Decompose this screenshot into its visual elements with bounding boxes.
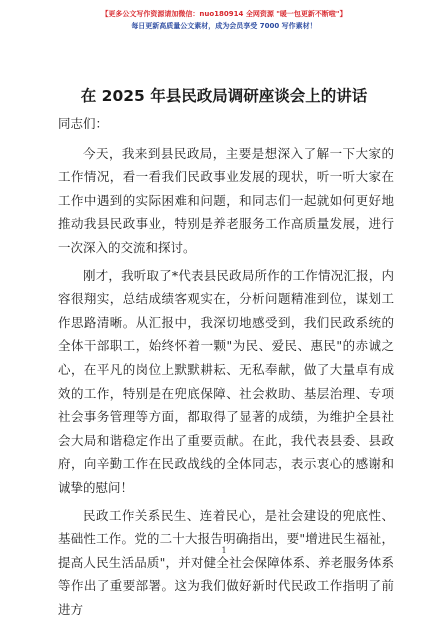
paragraph-3: 民政工作关系民生、连着民心，是社会建设的兜底性、基础性工作。党的二十大报告明确指出，要"增进民生福祉，提高人民生活品质"，并对健全社会保障体系、养老服务体系等作出了重要部署。这为我们做好新时代民政工作指明了前进方 xyxy=(58,507,394,617)
paragraph-1: 今天，我来到县民政局，主要是想深入了解一下大家的工作情况，看一看我们民政事业发展的现状，听一听大家在工作中遇到的实际困难和问题，和同志们一起就如何更好地推动我县民政事业，特别是养老服务工作高质量发展，进行一次深入的交流和探讨。 xyxy=(58,145,394,255)
page-number: 1 xyxy=(221,546,227,555)
promo-header xyxy=(0,8,448,32)
promo-line-blue: 每日更新高质量公文素材，成为会员享受 7000 写作素材！ xyxy=(131,22,317,30)
paragraph-2: 刚才，我听取了*代表县民政局所作的工作情况汇报，内容很翔实，总结成绩客观实在，分析问题精准到位，谋划工作思路清晰。从汇报中，我深切地感受到，我们民政系统的全体干部职工，始终怀着一颗"为民、爱民、惠民"的赤诚之心，在平凡的岗位上默默耕耘、无私奉献，做了大量卓有成效的工作，特别是在兜底保障、社会救助、基层治理、专项社会事务管理等方面，都取得了显著的成绩，为维护全县社会大局和谐稳定作出了重要贡献。在此，我代表县委、县政府，向辛勤工作在民政战线的全体同志，表示衷心的感谢和诚挚的慰问！ xyxy=(58,267,394,495)
document-title: 在 2025 年县民政局调研座谈会上的讲话 xyxy=(80,87,368,105)
salutation: 同志们： xyxy=(58,116,109,131)
promo-line-red: 【更多公文写作资源请加微信：nuo180914 全网资源 "暖一包更新不断啦"】 xyxy=(101,10,347,18)
